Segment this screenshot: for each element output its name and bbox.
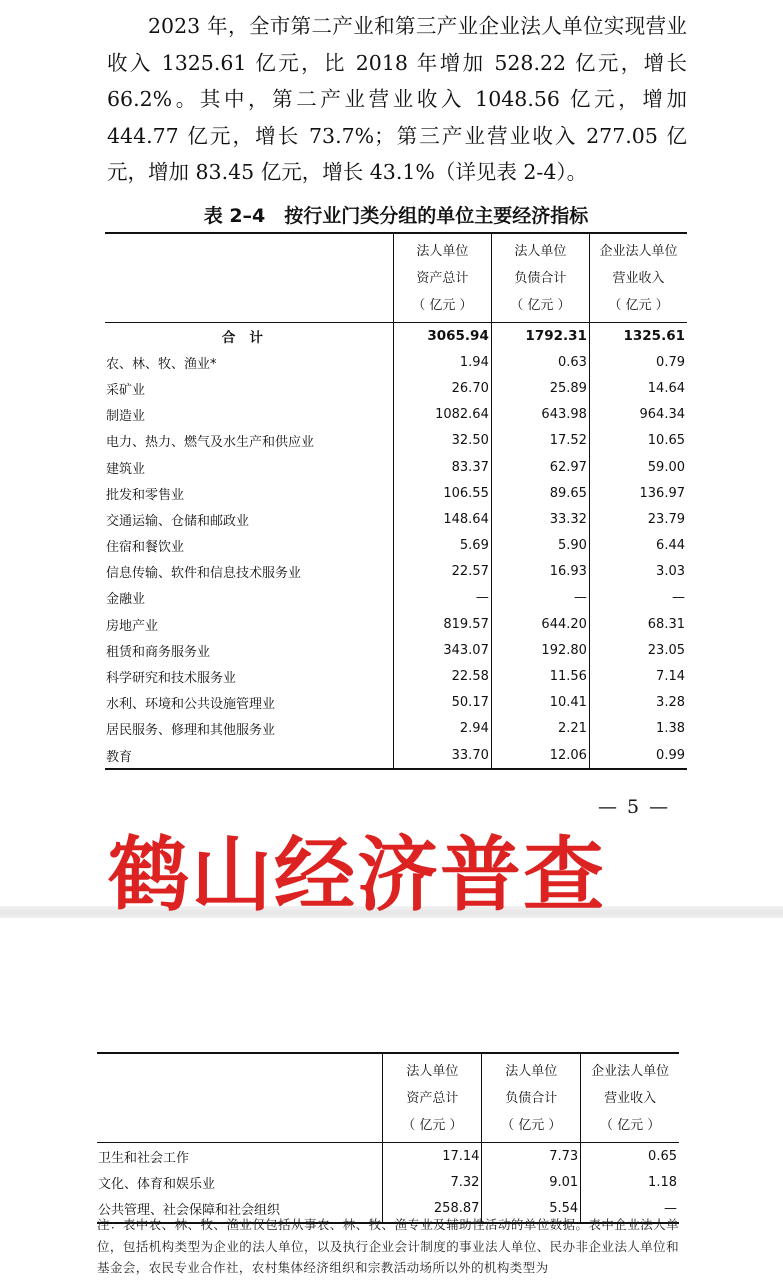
cell-liabilities: 9.01 [482,1169,581,1195]
row-category: 信息传输、软件和信息技术服务业 [106,566,302,582]
cell-liabilities: 5.90 [491,533,589,559]
row-category: 公共管理、社会保障和社会组织 [98,1202,281,1218]
cell-revenue: — [581,1195,679,1222]
row-category: 租赁和商务服务业 [106,644,211,660]
row-category: 交通运输、仓储和邮政业 [106,513,250,529]
body-paragraph [107,8,687,191]
table-footnote [97,1214,679,1279]
header-assets [393,233,491,323]
cell-revenue: 0.79 [589,349,687,375]
table-title: 表 2–4 按行业门类分组的单位主要经济指标 [203,205,589,227]
table-row [105,585,687,611]
row-category: 农、林、牧、渔业* [106,356,217,372]
header-revenue [589,233,687,323]
cell-revenue: 136.97 [589,480,687,506]
header-liabilities [482,1053,581,1143]
cell-assets: 22.58 [393,663,491,689]
header-unit: （ 亿元 ） [510,298,571,313]
cell-revenue: 1.38 [589,716,687,742]
cell-liabilities: 2.21 [491,716,589,742]
row-category: 金融业 [106,592,146,608]
cell-revenue: 68.31 [589,611,687,637]
cell-liabilities: 192.80 [491,637,589,663]
cell-assets: 7.32 [383,1169,482,1195]
table-row [97,1143,679,1170]
cell-assets: 50.17 [393,690,491,716]
header-blank [105,233,393,323]
cell-liabilities: 0.63 [491,349,589,375]
cell-liabilities: 62.97 [491,454,589,480]
cell-assets: 32.50 [393,428,491,454]
table-row [105,480,687,506]
cell-revenue: 1.18 [581,1169,679,1195]
header-line: 企业法人单位 [599,244,678,259]
row-category: 住宿和餐饮业 [106,540,185,556]
table-header-row [105,233,687,323]
cell-revenue: 3.28 [589,690,687,716]
cell-liabilities: 17.52 [491,428,589,454]
cell-assets: — [393,585,491,611]
header-unit: （ 亿元 ） [402,1118,463,1133]
table-row [105,716,687,742]
cell-assets: 1082.64 [393,402,491,428]
cell-liabilities: 644.20 [491,611,589,637]
row-category: 建筑业 [106,461,146,477]
row-category: 采矿业 [106,382,146,398]
table-row [105,663,687,689]
cell-assets: 106.55 [393,480,491,506]
header-revenue [581,1053,679,1143]
table-row [105,611,687,637]
cell-liabilities: 1792.31 [491,323,589,350]
cell-revenue: 14.64 [589,375,687,401]
cell-assets: 5.69 [393,533,491,559]
cell-liabilities: 12.06 [491,742,589,769]
table-total-row [105,323,687,350]
header-unit: （ 亿元 ） [501,1118,562,1133]
header-line: 法人单位 [514,244,567,259]
page-number: — 5 — [598,796,671,818]
cell-assets: 22.57 [393,559,491,585]
table-row [105,402,687,428]
cell-liabilities: 25.89 [491,375,589,401]
cell-revenue: 0.99 [589,742,687,769]
row-category: 制造业 [106,409,146,425]
table-row [105,454,687,480]
cell-revenue: 59.00 [589,454,687,480]
footnote-text: 注：表中农、林、牧、渔业仅包括从事农、林、牧、渔专业及辅助性活动的单位数据。表中企业法人单位，包括机构类型为企业的法人单位，以及执行企业会计制度的事业法人单位、民办非企业法人单位和基金会，农民专业合作社，农村集体经济组织和宗教活动场所以外的机构类型为 [97,1217,679,1275]
cell-liabilities: 5.54 [482,1195,581,1222]
economic-indicators-table [105,232,687,770]
row-category: 文化、体育和娱乐业 [98,1176,216,1192]
header-liabilities [491,233,589,323]
header-line: 企业法人单位 [591,1064,670,1079]
table-row [105,742,687,769]
cell-liabilities: 10.41 [491,690,589,716]
table-row [105,690,687,716]
header-blank [97,1053,383,1143]
cell-revenue: 23.05 [589,637,687,663]
cell-assets: 258.87 [383,1195,482,1222]
row-category: 房地产业 [106,618,159,634]
table-row [105,349,687,375]
header-assets [383,1053,482,1143]
header-unit: （ 亿元 ） [412,298,473,313]
row-category: 合计 [221,330,277,347]
header-line: 法人单位 [505,1064,558,1079]
cell-assets: 33.70 [393,742,491,769]
cell-assets: 148.64 [393,506,491,532]
table-row [105,506,687,532]
cell-revenue: 1325.61 [589,323,687,350]
row-category: 科学研究和技术服务业 [106,671,237,687]
header-line: 资产总计 [416,271,469,286]
row-category: 批发和零售业 [106,487,185,503]
cell-assets: 17.14 [383,1143,482,1170]
cell-liabilities: — [491,585,589,611]
cell-liabilities: 16.93 [491,559,589,585]
cell-revenue: 964.34 [589,402,687,428]
cell-revenue: — [589,585,687,611]
header-line: 负债合计 [514,271,567,286]
table-row [105,559,687,585]
table-row [105,637,687,663]
economic-indicators-table-continued [97,1052,679,1224]
cell-assets: 3065.94 [393,323,491,350]
header-line: 法人单位 [406,1064,459,1079]
table-row [105,375,687,401]
header-line: 营业收入 [604,1091,657,1106]
cell-revenue: 6.44 [589,533,687,559]
watermark-title: 鹤山经济普查 [108,829,607,923]
row-category: 水利、环境和公共设施管理业 [106,697,276,713]
cell-liabilities: 33.32 [491,506,589,532]
header-line: 负债合计 [505,1091,558,1106]
cell-assets: 819.57 [393,611,491,637]
table-header-row [97,1053,679,1143]
cell-assets: 2.94 [393,716,491,742]
paragraph-text: 2023 年，全市第二产业和第三产业企业法人单位实现营业收入 1325.61 亿元，比 2018 年增加 528.22 亿元，增长 66.2%。其中，第二产业营业收入 1048.56 亿元，增加 444.77 亿元，增长 73.7%；第三产业营业收入 277.05 亿元，增加 83.45 亿元，增长 43.1%（详见表 2-4）。 [107,14,687,184]
table-row [105,428,687,454]
cell-liabilities: 11.56 [491,663,589,689]
header-line: 资产总计 [406,1091,459,1106]
header-line: 法人单位 [416,244,469,259]
cell-liabilities: 7.73 [482,1143,581,1170]
cell-assets: 343.07 [393,637,491,663]
row-category: 卫生和社会工作 [98,1150,190,1166]
cell-revenue: 7.14 [589,663,687,689]
cell-assets: 26.70 [393,375,491,401]
table-row [105,533,687,559]
header-unit: （ 亿元 ） [599,1118,661,1133]
row-category: 居民服务、修理和其他服务业 [106,723,276,739]
cell-revenue: 0.65 [581,1143,679,1170]
header-unit: （ 亿元 ） [608,298,669,313]
row-category: 电力、热力、燃气及水生产和供应业 [106,435,315,451]
table-row [97,1169,679,1195]
cell-liabilities: 89.65 [491,480,589,506]
cell-assets: 1.94 [393,349,491,375]
cell-liabilities: 643.98 [491,402,589,428]
cell-assets: 83.37 [393,454,491,480]
cell-revenue: 23.79 [589,506,687,532]
cell-revenue: 10.65 [589,428,687,454]
header-line: 营业收入 [612,271,665,286]
cell-revenue: 3.03 [589,559,687,585]
row-category: 教育 [106,749,133,765]
